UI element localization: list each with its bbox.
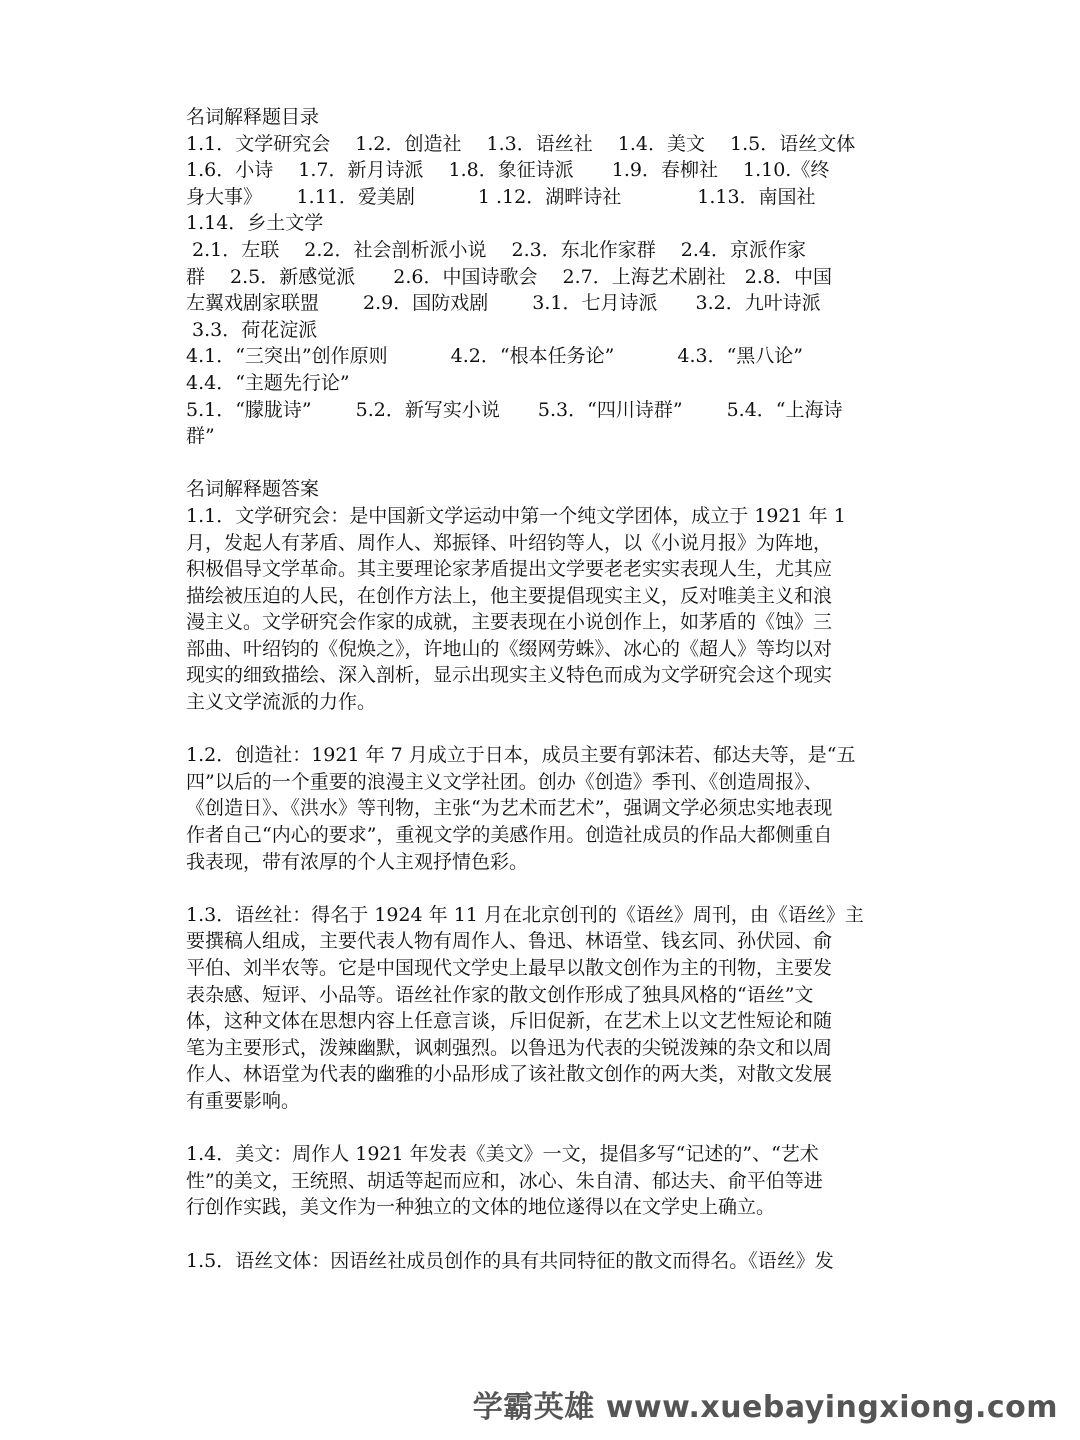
paragraph-spacer [186, 1221, 898, 1248]
paragraph-line: 平伯、刘半农等。它是中国现代文学史上最早以散文创作为主的刊物，主要发 [186, 957, 833, 979]
toc-line: 5.1．“朦胧诗” 5.2．新写实小说 5.3．“四川诗群” 5.4．“上海诗 [186, 398, 843, 421]
paragraph-line: 月，发起人有茅盾、周作人、郑振铎、叶绍钧等人，以《小说月报》为阵地， [186, 531, 833, 554]
toc-line: 4.4．“主题先行论” [186, 371, 350, 394]
toc-line: 1.6．小诗 1.7．新月诗派 1.8．象征诗派 1.9．春柳社 1.10.《终 [186, 159, 830, 182]
answers-title: 名词解释题答案 [186, 478, 320, 501]
answer-paragraph-1-5 [186, 1248, 898, 1275]
toc-line: 左翼戏剧家联盟 2.9．国防戏剧 3.1．七月诗派 3.2．九叶诗派 [186, 292, 821, 315]
answer-paragraph-1-2 [186, 742, 898, 875]
paragraph-spacer [186, 716, 898, 743]
toc-line: 2.1．左联 2.2．社会剖析派小说 2.3．东北作家群 2.4．京派作家 [186, 238, 807, 261]
paragraph-spacer [186, 1115, 898, 1142]
toc-line: 3.3．荷花淀派 [186, 318, 318, 341]
section-spacer [186, 450, 898, 477]
paragraph-line: 1.5．语丝文体：因语丝社成员创作的具有共同特征的散文而得名。《语丝》发 [186, 1249, 834, 1272]
paragraph-line: 1.1．文学研究会：是中国新文学运动中第一个纯文学团体，成立于 1921 年 1 [186, 504, 846, 527]
paragraph-line: 作者自己“内心的要求”，重视文学的美感作用。创造社成员的作品大都侧重自 [186, 824, 833, 847]
toc-title: 名词解释题目录 [186, 106, 320, 128]
paragraph-line: 表杂感、短评、小品等。语丝社作家的散文创作形成了独具风格的“语丝”文 [186, 983, 814, 1006]
paragraph-line: 笔为主要形式，泼辣幽默，讽刺强烈。以鲁迅为代表的尖锐泼辣的杂文和以周 [186, 1036, 833, 1059]
toc-line: 1.1．文学研究会 1.2．创造社 1.3．语丝社 1.4．美文 1.5．语丝文体 [186, 132, 856, 155]
toc-line: 群” [186, 425, 215, 448]
toc-line: 身大事》 1.11．爱美剧 1 .12．湖畔诗社 1.13．南国社 [186, 185, 816, 208]
paragraph-line: 积极倡导文学革命。其主要理论家茅盾提出文学要老老实实表现人生，尤其应 [186, 558, 833, 581]
paragraph-line: 1.4．美文：周作人 1921 年发表《美文》一文，提倡多写“记述的”、“艺术 [186, 1143, 819, 1166]
toc-line: 1.14．乡土文学 [186, 212, 324, 235]
document-body [186, 104, 898, 1274]
paragraph-line: 性”的美文，王统照、胡适等起而应和，冰心、朱自清、郁达夫、俞平伯等进 [186, 1169, 823, 1192]
paragraph-line: 主义文学流派的力作。 [186, 691, 377, 714]
paragraph-spacer [186, 875, 898, 902]
toc-list [186, 131, 898, 450]
paragraph-line: 1.3．语丝社：得名于 1924 年 11 月在北京创刊的《语丝》周刊，由《语丝》主 [186, 903, 864, 926]
paragraph-line: 1.2．创造社：1921 年 7 月成立于日本，成员主要有郭沫若、郁达夫等，是“五 [186, 744, 856, 767]
paragraph-line: 作人、林语堂为代表的幽雅的小品形成了该社散文创作的两大类，对散文发展 [186, 1063, 833, 1086]
site-watermark: 学霸英雄 www.xuebayingxiong.com [472, 1390, 1058, 1425]
paragraph-line: 行创作实践，美文作为一种独立的文体的地位遂得以在文学史上确立。 [186, 1196, 776, 1219]
toc-line: 4.1．“三突出”创作原则 4.2．“根本任务论” 4.3．“黑八论” [186, 345, 804, 368]
answer-paragraph-1-1 [186, 503, 898, 716]
paragraph-line: 《创造日》、《洪水》等刊物，主张“为艺术而艺术”，强调文学必须忠实地表现 [186, 797, 833, 820]
answer-paragraph-1-4 [186, 1141, 898, 1221]
paragraph-line: 现实的细致描绘、深入剖析，显示出现实主义特色而成为文学研究会这个现实 [186, 664, 833, 687]
paragraph-line: 要撰稿人组成，主要代表人物有周作人、鲁迅、林语堂、钱玄同、孙伏园、俞 [186, 930, 833, 953]
toc-line: 群 2.5．新感觉派 2.6．中国诗歌会 2.7．上海艺术剧社 2.8．中国 [186, 265, 832, 288]
paragraph-line: 部曲、叶绍钧的《倪焕之》，许地山的《缀网劳蛛》、冰心的《超人》等均以对 [186, 637, 833, 660]
paragraph-line: 漫主义。文学研究会作家的成就，主要表现在小说创作上，如茅盾的《蚀》三 [186, 611, 833, 634]
paragraph-line: 体，这种文体在思想内容上任意言谈，斥旧促新，在艺术上以文艺性短论和随 [186, 1010, 833, 1033]
answer-paragraph-1-3 [186, 902, 898, 1115]
paragraph-line: 我表现，带有浓厚的个人主观抒情色彩。 [186, 850, 529, 873]
paragraph-line: 有重要影响。 [186, 1089, 301, 1112]
paragraph-line: 四”以后的一个重要的浪漫主义文学社团。创办《创造》季刊、《创造周报》、 [186, 770, 823, 793]
paragraph-line: 描绘被压迫的人民，在创作方法上，他主要提倡现实主义，反对唯美主义和浪 [186, 584, 833, 607]
